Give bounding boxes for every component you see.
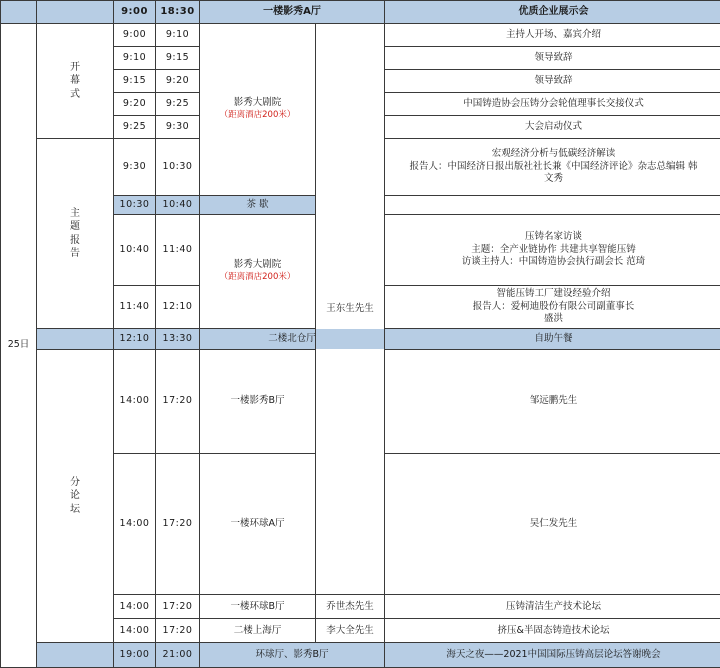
start-time: 9:25 [114,116,156,139]
venue-name: 影秀大剧院 [202,97,313,110]
end-time: 9:10 [156,24,200,47]
end-time: 9:30 [156,116,200,139]
venue-cell-second [200,215,316,329]
forum-host: 李大全先生 [316,619,385,643]
section-label-opening: 开 幕 式 [37,24,114,139]
forum-topic: 挤压&半固态铸造技术论坛 [385,619,720,643]
start-time: 9:15 [114,70,156,93]
header-venue: 一楼影秀A厅 [200,1,385,24]
agenda-item-interview: 压铸名家访谈 主题：全产业链协作 共建共享智能压铸 访谈主持人：中国铸造协会执行副会长 范琦 [385,215,720,286]
end-time: 9:25 [156,93,200,116]
venue-distance-note: （距离酒店200米） [202,110,313,121]
table-row [1,24,720,47]
header-event-title: 优质企业展示会 [385,1,720,24]
start-time: 14:00 [114,350,156,454]
agenda-item-tea-break: 茶 歇 [200,196,316,215]
table-row [1,643,720,668]
forum-host: 吴仁发先生 [385,453,720,595]
header-blank-cell [1,1,37,24]
end-time: 9:15 [156,47,200,70]
agenda-item: 中国铸造协会压铸分会轮值理事长交接仪式 [385,93,720,116]
end-time: 12:10 [156,286,200,329]
forum-room: 一楼环球B厅 [200,595,316,619]
lunch-venue: 二楼北仓厅 [200,329,385,350]
start-time: 9:20 [114,93,156,116]
start-time: 11:40 [114,286,156,329]
section-blank-cell [37,643,114,668]
forum-host: 邹远鹏先生 [385,350,720,454]
venue-cell-main [200,24,316,196]
start-time: 14:00 [114,619,156,643]
gala-venue: 环球厅、影秀B厅 [200,643,385,668]
start-time: 12:10 [114,329,156,350]
agenda-item: 领导致辞 [385,47,720,70]
header-end-time: 18:30 [156,1,200,24]
forum-host: 乔世杰先生 [316,595,385,619]
end-time: 10:30 [156,139,200,196]
start-time: 9:10 [114,47,156,70]
section-label-keynote: 主 题 报 告 [37,139,114,329]
agenda-item-lunch: 自助午餐 [385,329,720,350]
end-time: 17:20 [156,350,200,454]
venue-name: 影秀大剧院 [202,259,313,272]
forum-topic: 压铸清洁生产技术论坛 [385,595,720,619]
table-row [1,329,720,350]
end-time: 17:20 [156,453,200,595]
start-time: 14:00 [114,453,156,595]
end-time: 13:30 [156,329,200,350]
header-row [1,1,720,24]
start-time: 14:00 [114,595,156,619]
agenda-item: 大会启动仪式 [385,116,720,139]
agenda-item: 领导致辞 [385,70,720,93]
end-time: 9:20 [156,70,200,93]
end-time: 21:00 [156,643,200,668]
forum-room: 一楼影秀B厅 [200,350,316,454]
start-time: 10:40 [114,215,156,286]
end-time: 11:40 [156,215,200,286]
host-cell: 王东生先生 [316,24,385,595]
start-time: 10:30 [114,196,156,215]
agenda-item: 主持人开场、嘉宾介绍 [385,24,720,47]
section-blank-cell [37,329,114,350]
end-time: 10:40 [156,196,200,215]
header-blank-cell [37,1,114,24]
venue-distance-note: （距离酒店200米） [202,272,313,283]
agenda-item-keynote: 宏观经济分析与低碳经济解读 报告人：中国经济日报出版社社长兼《中国经济评论》杂志总编辑 韩 文秀 [385,139,720,196]
day-label: 25日 [1,24,37,668]
header-start-time: 9:00 [114,1,156,24]
forum-room: 二楼上海厅 [200,619,316,643]
start-time: 9:00 [114,24,156,47]
end-time: 17:20 [156,595,200,619]
forum-room: 一楼环球A厅 [200,453,316,595]
agenda-item-keynote: 智能压铸工厂建设经验介绍 报告人：爱柯迪股份有限公司副董事长 盛洪 [385,286,720,329]
start-time: 9:30 [114,139,156,196]
section-label-forum: 分 论 坛 [37,350,114,643]
agenda-item-gala: 海天之夜——2021中国国际压铸高层论坛答谢晚会 [385,643,720,668]
end-time: 17:20 [156,619,200,643]
start-time: 19:00 [114,643,156,668]
